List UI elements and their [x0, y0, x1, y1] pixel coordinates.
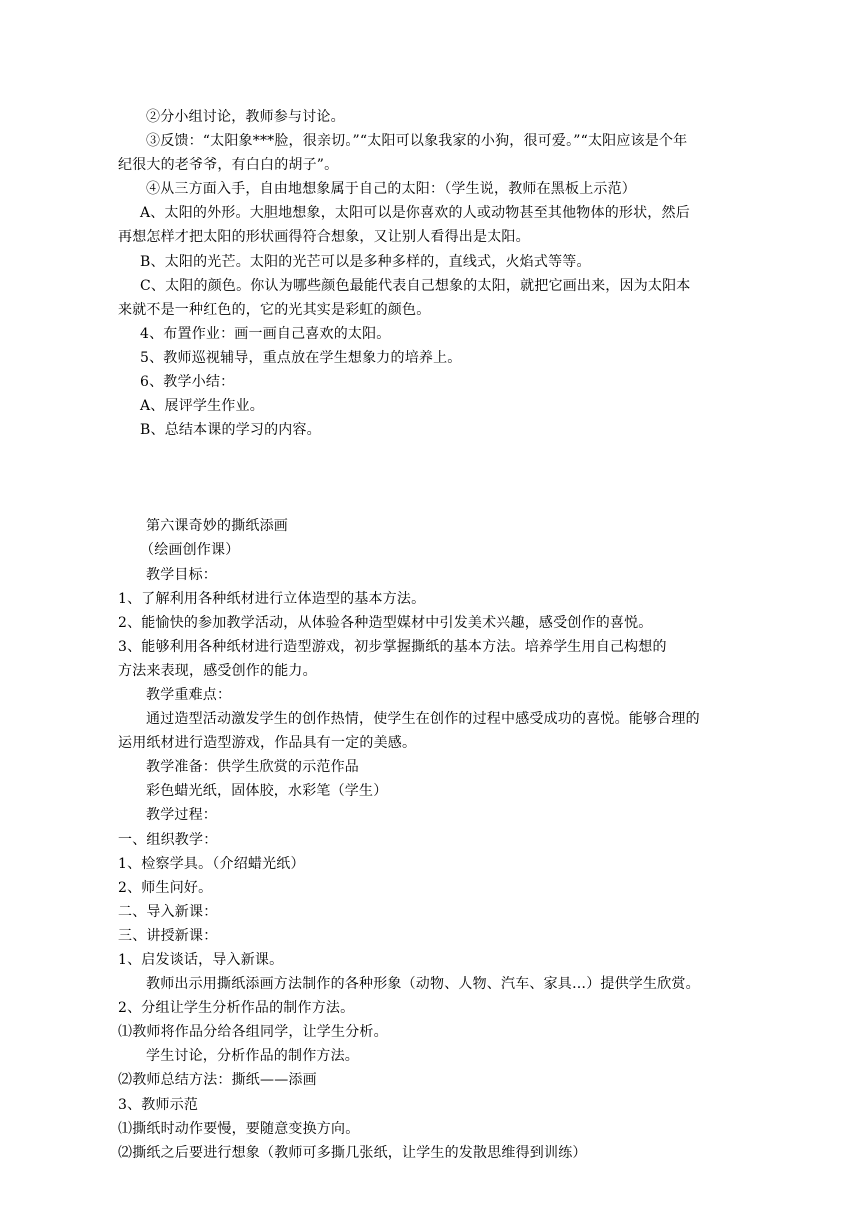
- paragraph-line: ②分小组讨论，教师参与讨论。: [146, 109, 345, 125]
- paragraph-line: ⑴教师将作品分给各组同学，让学生分析。: [118, 1024, 388, 1041]
- document-page: [118, 105, 738, 1165]
- paragraph-line: 6、教学小结：: [140, 374, 235, 391]
- lesson-subtitle: （绘画创作课）: [140, 542, 240, 559]
- paragraph-line: 通过造型活动激发学生的创作热情，使学生在创作的过程中感受成功的喜悦。能够合理的: [146, 711, 700, 728]
- section-spacer: [118, 442, 738, 514]
- paragraph-line: C、太阳的颜色。你认为哪些颜色最能代表自己想象的太阳，就把它画出来，因为太阳本: [140, 277, 691, 294]
- paragraph-line: 1、检察学具。（介绍蜡光纸）: [118, 855, 305, 872]
- paragraph-line: 教师出示用撕纸添画方法制作的各种形象（动物、人物、汽车、家具…）提供学生欣赏。: [146, 976, 700, 993]
- paragraph-line: B、总结本课的学习的内容。: [140, 422, 321, 439]
- heading-objectives: 教学目标：: [146, 566, 217, 583]
- heading-preparation: 教学准备：供学生欣赏的示范作品: [146, 759, 359, 776]
- paragraph-line: 运用纸材进行造型游戏，作品具有一定的美感。: [118, 735, 417, 752]
- paragraph-line: ⑵教师总结方法：撕纸——添画: [118, 1072, 317, 1089]
- paragraph-line: 2、分组让学生分析作品的制作方法。: [118, 1000, 355, 1017]
- paragraph-line: 方法来表现，感受创作的能力。: [118, 662, 317, 679]
- paragraph-line: 3、能够利用各种纸材进行造型游戏，初步掌握撕纸的基本方法。培养学生用自己构想的: [118, 638, 667, 655]
- paragraph-line: 来就不是一种红色的，它的光其实是彩虹的颜色。: [118, 301, 431, 318]
- paragraph-line: 5、教师巡视辅导，重点放在学生想象力的培养上。: [140, 349, 462, 366]
- section-sun-drawing: [118, 105, 738, 442]
- paragraph-line: 4、布置作业：画一画自己喜欢的太阳。: [140, 325, 391, 342]
- paragraph-line: A、太阳的外形。大胆地想象，太阳可以是你喜欢的人或动物甚至其他物体的形状，然后: [140, 205, 690, 222]
- paragraph-line: B、太阳的光芒。太阳的光芒可以是多种多样的，直线式，火焰式等等。: [140, 253, 591, 270]
- paragraph-line: 2、师生问好。: [118, 879, 213, 896]
- section-lesson-six: [118, 514, 738, 1165]
- heading-key-points: 教学重难点：: [146, 686, 232, 703]
- paragraph-line: ⑵撕纸之后要进行想象（教师可多撕几张纸，让学生的发散思维得到训练）: [118, 1144, 587, 1161]
- paragraph-line: 纪很大的老爷爷，有白白的胡子”。: [118, 157, 339, 174]
- paragraph-line: A、展评学生作业。: [140, 398, 264, 415]
- paragraph-line: 2、能愉快的参加教学活动，从体验各种造型媒材中引发美术兴趣，感受创作的喜悦。: [118, 614, 653, 631]
- paragraph-line: 1、了解利用各种纸材进行立体造型的基本方法。: [118, 590, 426, 607]
- paragraph-line: 3、教师示范: [118, 1096, 199, 1113]
- paragraph-line: 彩色蜡光纸，固体胶，水彩笔（学生）: [146, 783, 388, 800]
- paragraph-line: ④从三方面入手，自由地想象属于自己的太阳：（学生说，教师在黑板上示范）: [146, 181, 636, 198]
- paragraph-line: 一、组织教学：: [118, 831, 218, 848]
- paragraph-line: ③反馈：“太阳象***脸，很亲切。”“太阳可以象我家的小狗，很可爱。”“太阳应该是个年: [146, 133, 688, 150]
- heading-process: 教学过程：: [146, 807, 217, 824]
- paragraph-line: 三、讲授新课：: [118, 927, 218, 944]
- paragraph-line: 学生讨论，分析作品的制作方法。: [146, 1048, 359, 1065]
- paragraph-line: ⑴撕纸时动作要慢，要随意变换方向。: [118, 1120, 360, 1137]
- paragraph-line: 二、导入新课：: [118, 903, 218, 920]
- lesson-title: 第六课奇妙的撕纸添画: [146, 518, 288, 535]
- paragraph-line: 1、启发谈话，导入新课。: [118, 952, 284, 968]
- paragraph-line: 再想怎样才把太阳的形状画得符合想象，又让别人看得出是太阳。: [118, 229, 530, 246]
